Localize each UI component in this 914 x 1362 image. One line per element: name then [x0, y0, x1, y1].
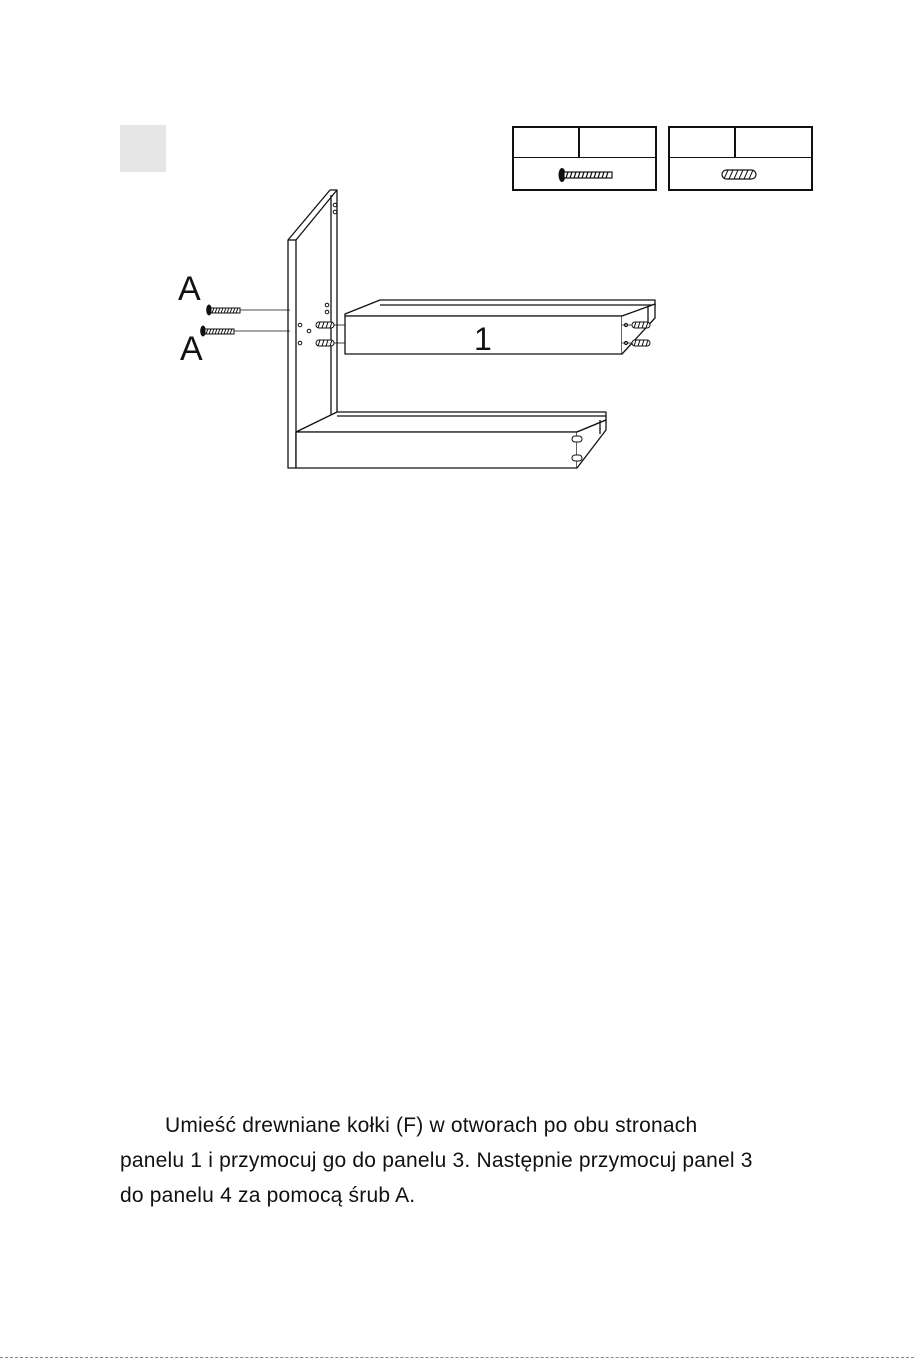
- instruction-text: [120, 1108, 820, 1213]
- instruction-line-1: Umieść drewniane kołki (F) w otworach po obu stronach: [165, 1114, 698, 1137]
- instruction-line-2: panelu 1 i przymocuj go do panelu 3. Następnie przymocuj panel 3: [120, 1149, 753, 1172]
- panel-1: [345, 300, 655, 354]
- page-edge-divider: [0, 1357, 914, 1358]
- instruction-line-3: do panelu 4 za pomocą śrub A.: [120, 1184, 416, 1207]
- assembly-diagram: [0, 0, 914, 520]
- bottom-panel: [296, 412, 606, 468]
- screw-a-top: [206, 305, 240, 316]
- label-screw-a-bottom: A: [180, 330, 203, 368]
- label-panel-1: 1: [474, 321, 492, 357]
- screw-a-bottom: [200, 326, 234, 337]
- label-screw-a-top: A: [178, 270, 201, 308]
